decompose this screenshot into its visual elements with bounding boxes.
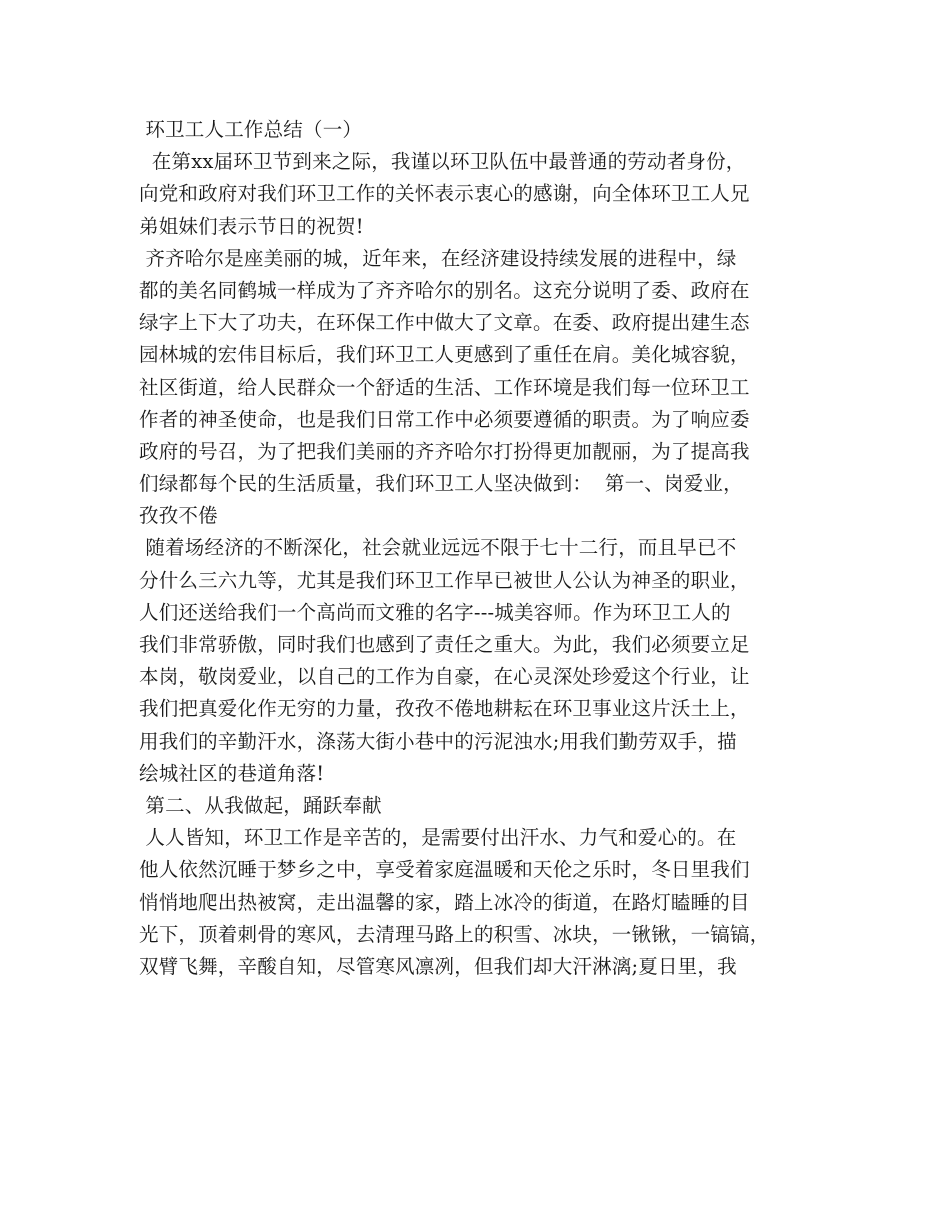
text-line: 都的美名同鹤城一样成为了齐齐哈尔的别名。这充分说明了委、政府在: [139, 278, 750, 302]
text-line: 齐齐哈尔是座美丽的城，近年来，在经济建设持续发展的进程中，绿: [139, 246, 737, 270]
text-line: 本岗，敬岗爱业，以自己的工作为自豪，在心灵深处珍爱这个行业，让: [139, 665, 750, 689]
text-line: 社区街道，给人民群众一个舒适的生活、工作环境是我们每一位环卫工: [139, 375, 750, 399]
text-line: 光下，顶着刺骨的寒风，去清理马路上的积雪、冰块，一锹锹，一镐镐，: [139, 922, 770, 946]
text-line: 园林城的宏伟目标后，我们环卫工人更感到了重任在肩。美化城容貌，: [139, 343, 750, 367]
text-line: 作者的神圣使命，也是我们日常工作中必须要遵循的职责。为了响应委: [139, 407, 750, 431]
section-heading: 第二、从我做起，踊跃奉献: [139, 793, 382, 817]
text-line: 向党和政府对我们环卫工作的关怀表示衷心的感谢，向全体环卫工人兄: [139, 182, 750, 206]
text-line: 他人依然沉睡于梦乡之中，享受着家庭温暖和天伦之乐时，冬日里我们: [139, 858, 750, 882]
text-line: 双臂飞舞，辛酸自知，尽管寒风凛冽，但我们却大汗淋漓;夏日里，我: [139, 954, 737, 978]
text-line: 分什么三六九等，尤其是我们环卫工作早已被世人公认为神圣的职业，: [139, 568, 750, 592]
text-line: 孜孜不倦: [139, 504, 218, 528]
text-line: 在第xx届环卫节到来之际，我谨以环卫队伍中最普通的劳动者身份，: [139, 150, 746, 174]
text-line: 我们把真爱化作无穷的力量，孜孜不倦地耕耘在环卫事业这片沃土上，: [139, 697, 750, 721]
text-line: 我们非常骄傲，同时我们也感到了责任之重大。为此，我们必须要立足: [139, 633, 750, 656]
text-line: 悄悄地爬出热被窝，走出温馨的家，踏上冰冷的街道，在路灯瞌睡的目: [139, 890, 750, 914]
text-line: 用我们的辛勤汗水，涤荡大街小巷中的污泥浊水;用我们勤劳双手，描: [139, 729, 737, 753]
text-line: 政府的号召，为了把我们美丽的齐齐哈尔打扮得更加靓丽，为了提高我: [139, 439, 750, 463]
text-line: 人人皆知，环卫工作是辛苦的，是需要付出汗水、力气和爱心的。在: [139, 826, 737, 850]
text-line: 人们还送给我们一个高尚而文雅的名字---城美容师。作为环卫工人的: [139, 600, 731, 624]
text-line: 弟姐妹们表示节日的祝贺!: [139, 214, 364, 238]
document-title: 环卫工人工作总结（一）: [139, 118, 363, 141]
text-line: 绘城社区的巷道角落!: [139, 761, 325, 785]
text-line: 随着场经济的不断深化，社会就业远远不限于七十二行，而且早已不: [139, 536, 737, 560]
text-line: 们绿都每个民的生活质量，我们环卫工人坚决做到： 第一、岗爱业，: [139, 472, 743, 496]
text-line: 绿字上下大了功夫，在环保工作中做大了文章。在委、政府提出建生态: [139, 311, 750, 335]
document-body: [139, 114, 839, 983]
